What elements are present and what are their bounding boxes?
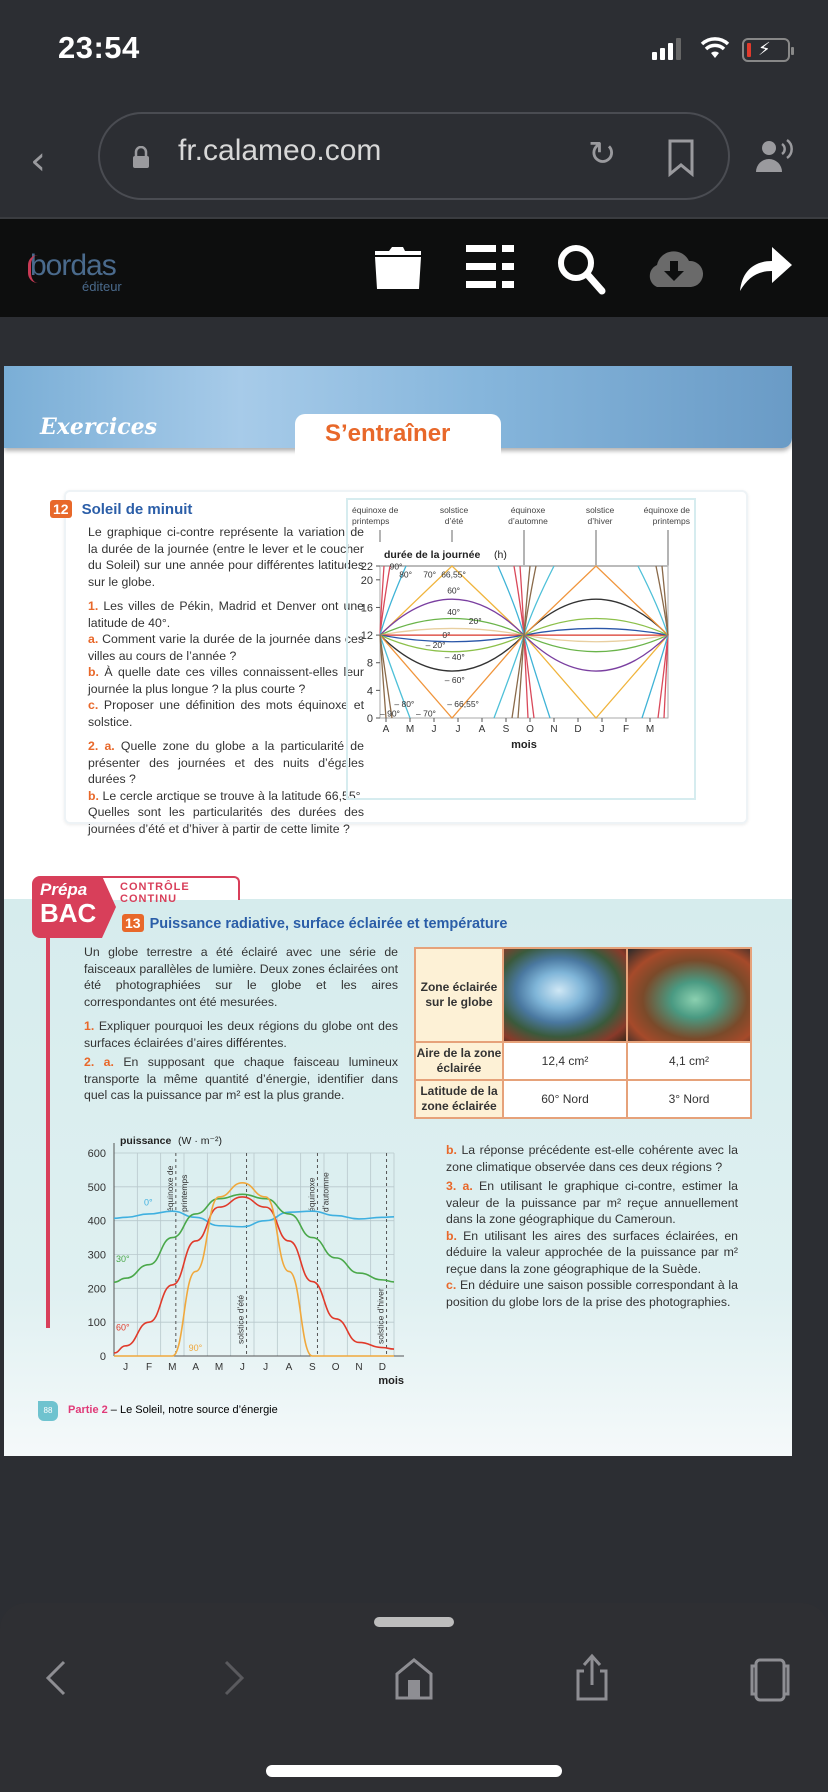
series-label: – 60°	[444, 674, 465, 685]
series-label: 70°	[423, 569, 437, 580]
tabs-icon[interactable]	[750, 1658, 790, 1702]
home-indicator[interactable]	[266, 1765, 562, 1777]
series-label: – 66,55°	[447, 698, 479, 709]
battery-charging-icon: ⚡	[742, 38, 790, 62]
x-tick-label: M	[168, 1362, 177, 1373]
event-label: équinoxe de	[164, 1165, 175, 1212]
y-tick-label: 22	[360, 561, 373, 573]
x-tick-label: A	[382, 724, 390, 735]
list-icon[interactable]	[466, 243, 514, 291]
y-axis-unit: (h)	[494, 549, 507, 561]
x-tick-label: A	[192, 1362, 200, 1373]
annotation-label: équinoxe de	[352, 505, 399, 515]
y-tick-label: 0	[366, 713, 373, 725]
annotation-label: d’été	[444, 516, 464, 526]
y-tick-label: 300	[87, 1249, 106, 1262]
browser-address-row	[0, 110, 828, 205]
forward-icon[interactable]	[222, 1658, 246, 1698]
safari-bottom-bar	[0, 1603, 828, 1792]
y-tick-label: 200	[87, 1283, 106, 1296]
x-tick-label: O	[526, 724, 534, 735]
address-bar[interactable]	[98, 112, 730, 200]
share-icon[interactable]	[738, 243, 794, 293]
series-label: – 70°	[416, 708, 436, 719]
x-tick-label: A	[285, 1362, 293, 1373]
section-rule	[46, 938, 50, 1328]
prepa-badge-arrow	[102, 876, 116, 938]
x-tick-label: D	[574, 724, 582, 735]
x-tick-label: J	[455, 724, 461, 735]
y-tick-label: 400	[87, 1215, 106, 1228]
clock: 23:54	[58, 30, 140, 65]
home-icon[interactable]	[394, 1658, 434, 1700]
series-label: – 40°	[444, 651, 465, 662]
photo-globe-cameroun	[628, 949, 750, 1041]
y-tick-label: 8	[366, 657, 373, 670]
annotation-label: solstice	[585, 505, 615, 515]
y-axis-unit: (W · m⁻²)	[178, 1135, 223, 1147]
prepa-bac-badge: Prépa BAC	[32, 876, 102, 938]
y-tick-label: 100	[87, 1317, 106, 1330]
search-icon[interactable]	[556, 243, 608, 295]
back-icon[interactable]	[44, 1658, 68, 1698]
x-tick-label: F	[622, 724, 630, 735]
aire-cameroun: 4,1 cm²	[627, 1042, 751, 1080]
annotation-label: d’automne	[508, 516, 548, 526]
event-label: printemps	[178, 1174, 189, 1212]
x-tick-label: J	[431, 724, 437, 735]
banner-title: Exercices	[40, 414, 158, 440]
globe-zones-table	[414, 947, 752, 1119]
x-tick-label: J	[599, 724, 605, 735]
y-tick-label: 4	[366, 685, 373, 698]
page-number: 88	[38, 1401, 58, 1421]
series-label: 90°	[389, 561, 403, 572]
exercise-13-text-right: b. La réponse précédente est-elle cohérente avec la zone climatique observée dans ces deux régions ? 3. a. En utilisant le graphique ci-contre, estimer la valeur de la puissance par m² reçue annuellement dans la zone géographique du Cameroun. b. En utilisant les aires des surfaces éclairées, en déduire la valeur approchée de la puissance par m² reçue dans la zone géographique de la Suède. c. En déduire une saison possible correspondant à la position du globe lors de la prise des photographies.	[446, 1143, 738, 1309]
x-tick-label: J	[239, 1362, 245, 1373]
x-tick-label: M	[214, 1362, 224, 1373]
photo-globe-suede	[504, 949, 626, 1041]
x-tick-label: J	[123, 1362, 129, 1373]
series-label: 60°	[116, 1322, 130, 1333]
download-cloud-icon[interactable]	[643, 243, 705, 291]
row-header-aire: Aire de la zone éclairée	[415, 1042, 503, 1080]
x-tick-label: D	[378, 1362, 386, 1373]
latitude-cameroun: 3° Nord	[627, 1080, 751, 1118]
x-tick-label: O	[331, 1362, 340, 1373]
daylength-chart-svg	[348, 500, 694, 798]
series-line	[518, 566, 530, 718]
x-tick-label: J	[263, 1362, 269, 1373]
bookmark-icon[interactable]	[667, 139, 695, 177]
x-tick-label: N	[355, 1362, 363, 1373]
event-label: solstice d’été	[235, 1294, 246, 1344]
series-label: – 20°	[425, 640, 446, 651]
annotation-label: équinoxe de	[643, 505, 690, 515]
y-tick-label: 20	[360, 574, 373, 587]
x-tick-label: S	[502, 724, 510, 735]
y-tick-label: 600	[87, 1148, 106, 1160]
bordas-logo: bordas éditeur	[30, 249, 122, 294]
calameo-toolbar	[0, 217, 828, 317]
x-axis-title: mois	[511, 739, 537, 751]
x-tick-label: N	[550, 724, 558, 735]
folder-icon[interactable]	[373, 243, 423, 291]
annotation-label: printemps	[652, 516, 690, 526]
signal-icon	[652, 38, 681, 60]
reload-icon[interactable]: ↻	[588, 134, 617, 174]
x-tick-label: A	[478, 724, 486, 735]
series-label: – 80°	[394, 698, 415, 709]
tab-sentrainer: S’entraîner	[295, 414, 501, 458]
series-label: 40°	[447, 607, 461, 618]
power-chart-svg	[64, 1126, 404, 1386]
url-text[interactable]: fr.calameo.com	[178, 134, 382, 167]
series-label: 90°	[188, 1342, 203, 1353]
back-icon[interactable]: ‹	[30, 138, 46, 184]
x-tick-label: S	[308, 1362, 316, 1373]
x-tick-label: F	[145, 1362, 153, 1373]
document-page[interactable]	[4, 366, 792, 1456]
wifi-icon	[700, 34, 730, 60]
y-tick-label: 500	[87, 1181, 106, 1194]
annotation-label: équinoxe	[510, 505, 546, 515]
series-label: 30°	[116, 1253, 130, 1264]
x-tick-label: M	[405, 724, 415, 735]
page-footer: 88 Partie 2 – Le Soleil, notre source d’énergie	[38, 1401, 278, 1421]
aire-suede: 12,4 cm²	[503, 1042, 627, 1080]
row-header-zone: Zone éclairée sur le globe	[415, 948, 503, 1042]
exercise-13-text: Un globe terrestre a été éclairé avec une série de faisceaux parallèles de lumière. Deux zones éclairées ont été photographiées sur le globe et les aires correspondantes ont été mesurées. 1. Expliquer pourquoi les deux régions du globe ont des surfaces éclairées d’aires différentes. 2. a. En supposant que chaque faisceau lumineux transporte la même quantité d’énergie, identifier dans quel cas la puissance par m² est la plus grande.	[84, 945, 398, 1102]
series-label: – 90°	[380, 708, 400, 719]
status-bar	[0, 0, 828, 100]
series-label: 60°	[447, 585, 461, 596]
y-axis-title: puissance	[120, 1135, 172, 1147]
exercise-12-title: 12 Soleil de minuit	[50, 500, 192, 518]
annotation-label: d’hiver	[587, 516, 613, 526]
lock-icon	[132, 146, 150, 168]
latitude-suede: 60° Nord	[503, 1080, 627, 1118]
series-label: 0°	[144, 1197, 153, 1208]
speaker-icon[interactable]	[756, 136, 796, 176]
exercise-12-text: Le graphique ci-contre représente la variation de la durée de la journée (entre le lever et le coucher du Soleil) sur une année pour différentes latitudes sur le globe. 1. Les villes de Pékin, Madrid et Denver ont une latitude de 40°. a. Comment varie la durée de la journée dans ces villes au cours de l’année ? b. À quelle date ces villes connaissent-elles leur journée la plus longue ? la plus courte ? c. Proposer une définition des mots équinoxe et solstice. 2. a. Quelle zone du globe a la particularité de présenter des journées et des nuits d’égales durées ? b. Le cercle arctique se trouve à la latitude 66,55°. Quelles sont les particularités des durées des journées d’été et d’hiver à partir de cette limite ?	[88, 525, 364, 836]
share-icon[interactable]	[572, 1653, 612, 1701]
annotation-label: printemps	[352, 516, 390, 526]
y-tick-label: 16	[360, 602, 373, 615]
series-label: 0°	[442, 629, 451, 640]
sheet-handle[interactable]	[374, 1617, 454, 1627]
daylength-chart	[346, 498, 696, 800]
exercise-13-title: 13 Puissance radiative, surface éclairée et température	[122, 914, 507, 932]
controle-continu-tag: CONTRÔLE CONTINU	[102, 876, 240, 900]
y-tick-label: 0	[99, 1351, 106, 1363]
annotation-label: solstice	[439, 505, 469, 515]
series-label: 66,55°	[441, 569, 466, 580]
event-label: équinoxe	[306, 1177, 317, 1212]
event-label: d’automne	[320, 1172, 331, 1212]
series-label: 80°	[399, 569, 413, 580]
event-label: solstice d’hiver	[375, 1288, 386, 1344]
exercise-12	[53, 490, 748, 836]
x-tick-label: M	[645, 724, 655, 735]
y-axis-title: durée de la journée	[384, 549, 481, 561]
series-line	[380, 635, 386, 718]
y-tick-label: 12	[360, 630, 373, 643]
series-label: 20°	[468, 616, 482, 627]
x-axis-title: mois	[378, 1375, 404, 1386]
row-header-latitude: Latitude de la zone éclairée	[415, 1080, 503, 1118]
